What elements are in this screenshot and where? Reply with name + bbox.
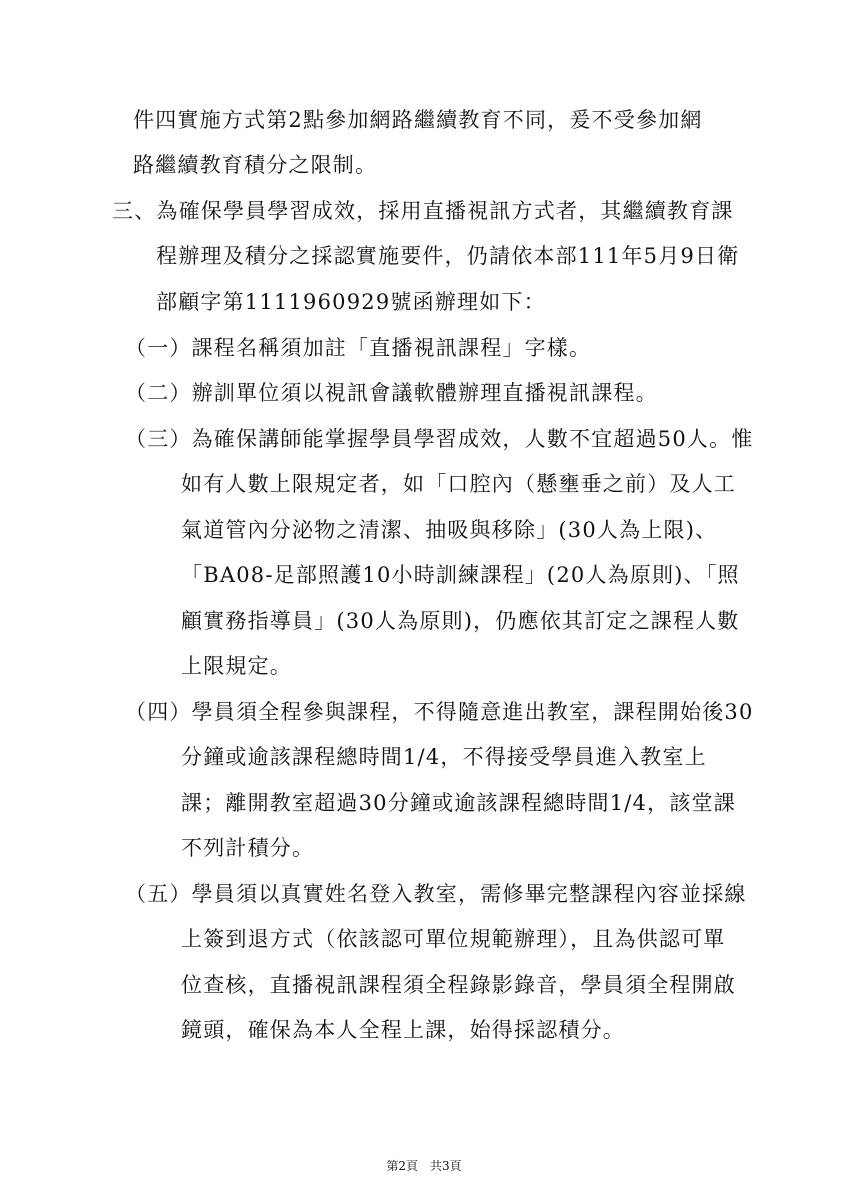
- text-line: 「BA08-足部照護10小時訓練課程」(20人為原則)、「照: [181, 563, 740, 587]
- text-line: 不列計積分。: [181, 836, 315, 860]
- text-line: 氣道管內分泌物之清潔、抽吸與移除」(30人為上限)、: [181, 518, 718, 542]
- item-three: （三）為確保講師能掌握學員學習成效，人數不宜超過50人。惟: [125, 427, 754, 451]
- text-line: 上簽到退方式（依該認可單位規範辦理），且為供認可單: [181, 927, 726, 951]
- item-one: （一）課程名稱須加註「直播視訊課程」字樣。: [125, 336, 592, 360]
- text-line: 件四實施方式第2點參加網路繼續教育不同，爰不受參加網: [133, 108, 703, 132]
- text-line: 位查核，直播視訊課程須全程錄影錄音，學員須全程開啟: [181, 973, 736, 997]
- text-line: 程辦理及積分之採認實施要件，仍請依本部111年5月9日衛: [156, 244, 740, 268]
- item-five: （五）學員須以真實姓名登入教室，需修畢完整課程內容並採線: [125, 882, 747, 906]
- section-three-heading: 三、為確保學員學習成效，採用直播視訊方式者，其繼續教育課: [112, 199, 734, 223]
- item-four: （四）學員須全程參與課程，不得隨意進出教室，課程開始後30: [125, 700, 754, 724]
- text-line: 部顧字第1111960929號函辦理如下：: [156, 290, 546, 314]
- text-line: 分鐘或逾該課程總時間1/4，不得接受學員進入教室上: [181, 745, 707, 769]
- item-two: （二）辦訓單位須以視訊會議軟體辦理直播視訊課程。: [125, 381, 658, 405]
- page-number-footer: 第2頁 共3頁: [386, 1159, 462, 1173]
- text-line: 顧實務指導員」(30人為原則)，仍應依其訂定之課程人數: [181, 609, 740, 633]
- text-line: 課；離開教室超過30分鐘或逾該課程總時間1/4，該堂課: [181, 791, 736, 815]
- text-line: 上限規定。: [181, 654, 292, 678]
- text-line: 路繼續教育積分之限制。: [133, 153, 378, 177]
- text-line: 如有人數上限規定者，如「口腔內（懸壅垂之前）及人工: [181, 472, 736, 496]
- text-line: 鏡頭，確保為本人全程上課，始得採認積分。: [181, 1018, 625, 1042]
